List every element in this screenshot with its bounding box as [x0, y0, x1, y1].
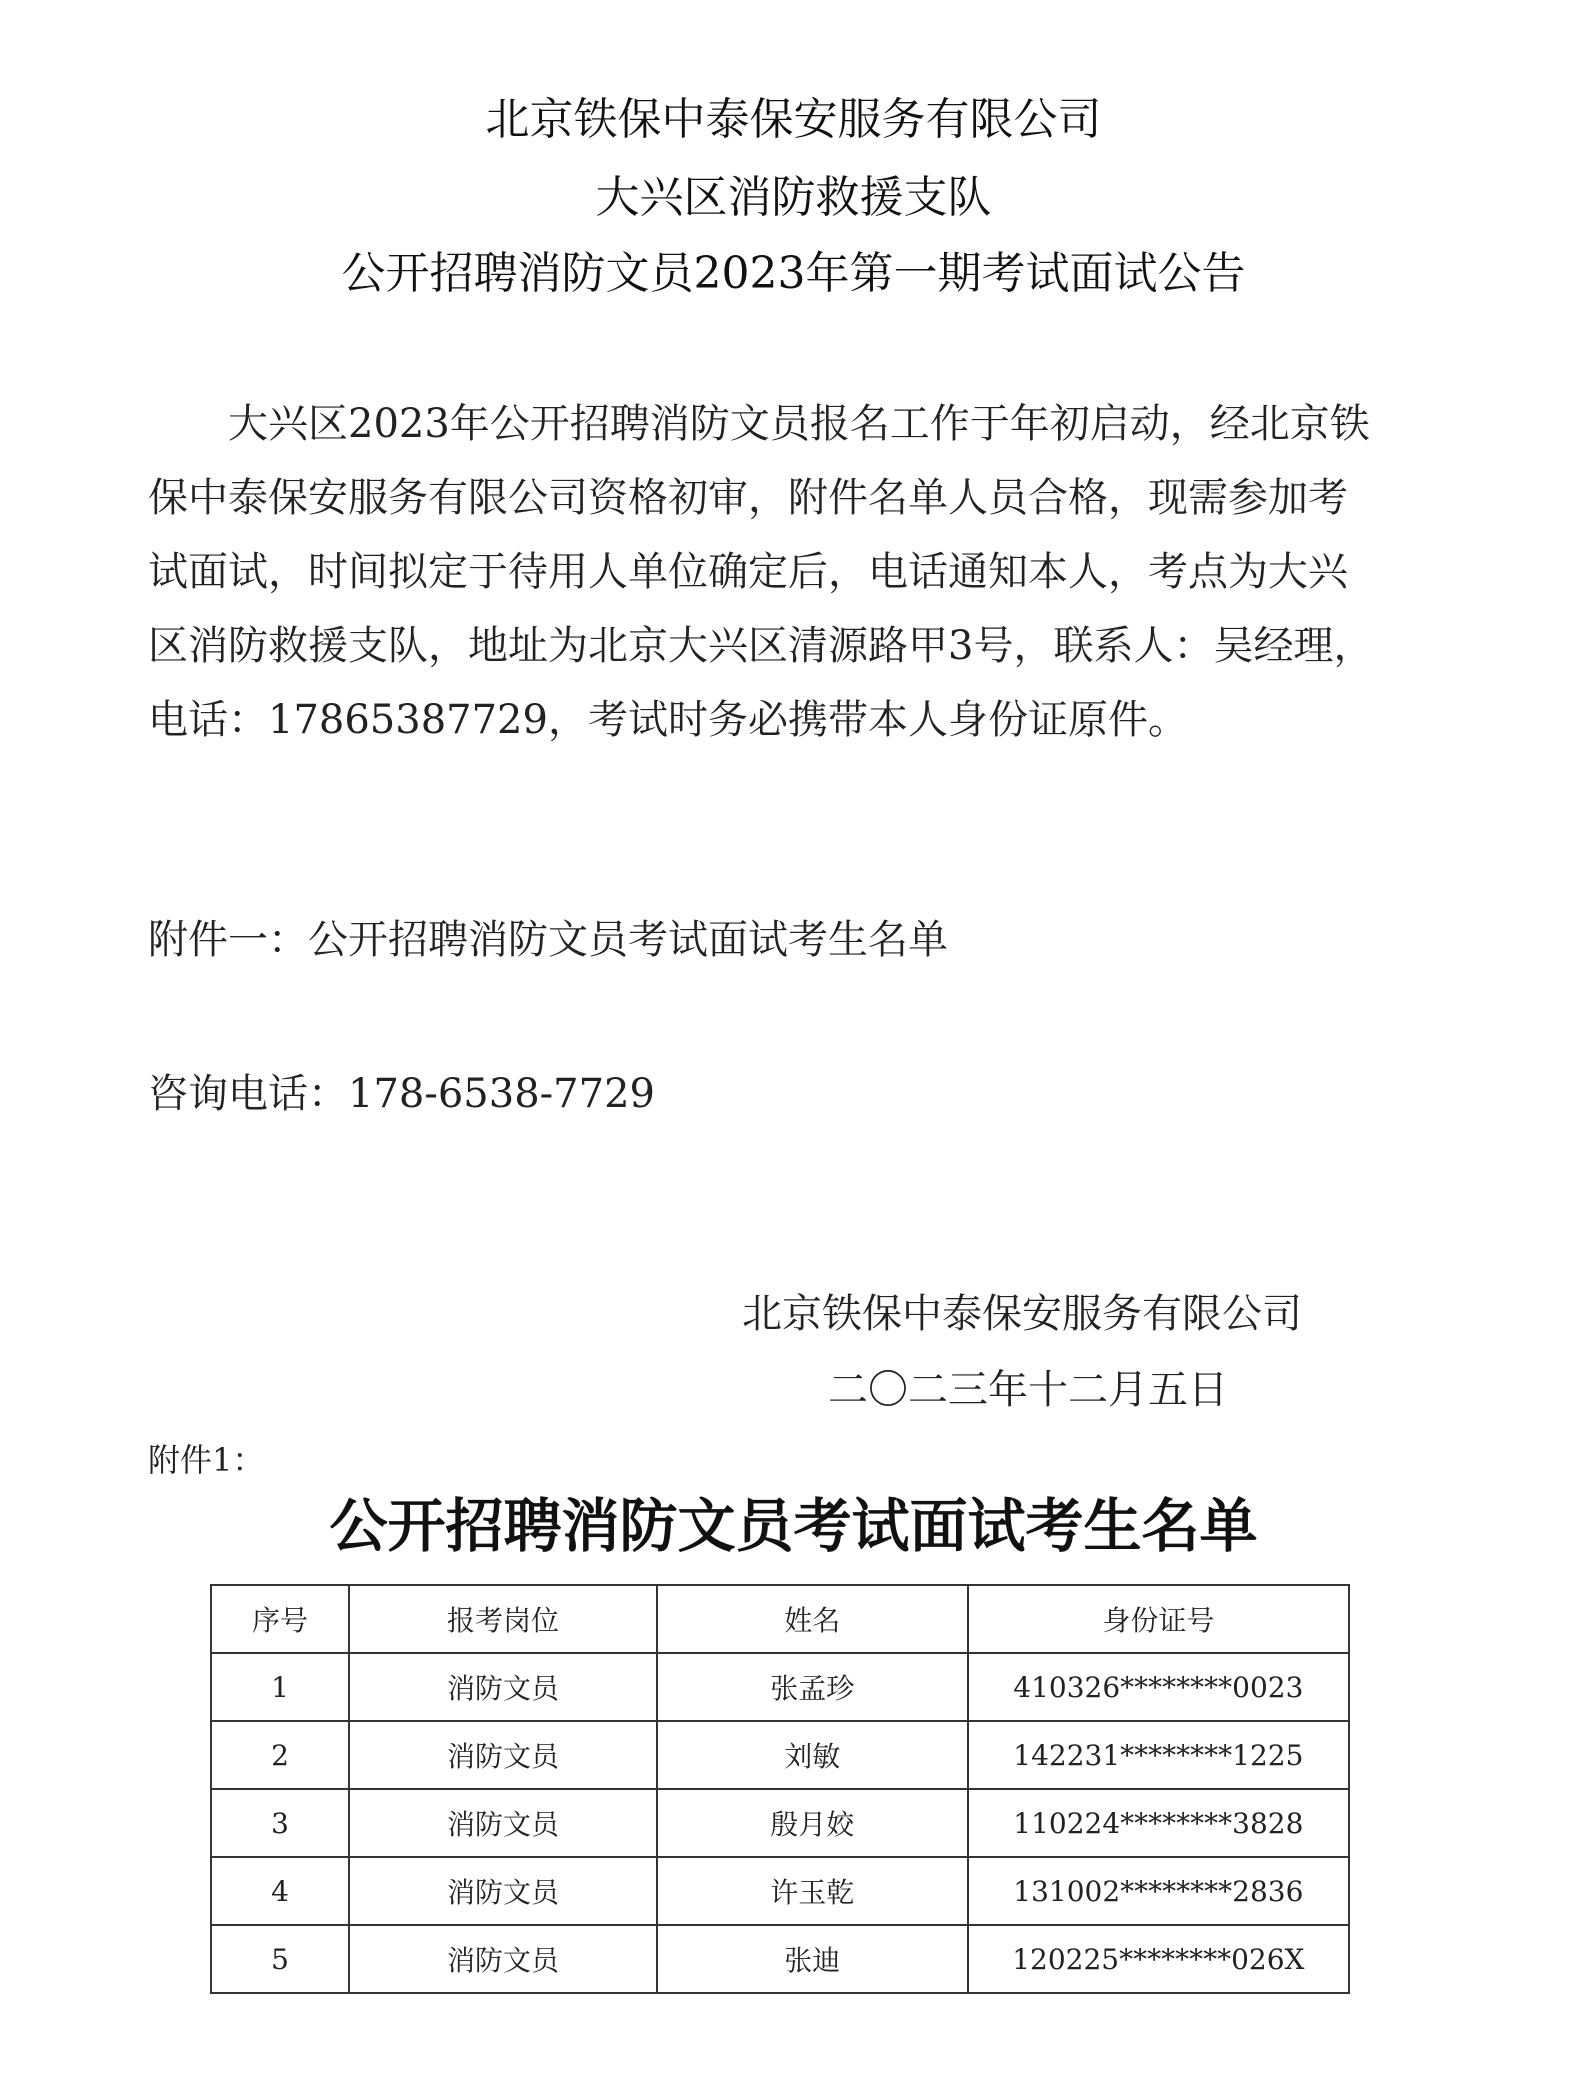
table-row	[211, 1925, 1349, 1993]
header-id-number: 身份证号	[968, 1585, 1349, 1653]
paragraph-line: 电话：17865387729，考试时务必携带本人身份证原件。	[148, 697, 1188, 743]
cell-position: 消防文员	[349, 1925, 657, 1993]
paragraph-line: 区消防救援支队，地址为北京大兴区清源路甲3号，联系人：吴经理，	[148, 623, 1374, 669]
cell-position: 消防文员	[349, 1789, 657, 1857]
cell-index: 1	[211, 1653, 349, 1721]
signature-date: 二〇二三年十二月五日	[828, 1367, 1228, 1413]
table-row	[211, 1789, 1349, 1857]
cell-index: 4	[211, 1857, 349, 1925]
cell-position: 消防文员	[349, 1653, 657, 1721]
cell-index: 2	[211, 1721, 349, 1789]
paragraph-line: 大兴区2023年公开招聘消防文员报名工作于年初启动，经北京铁	[228, 401, 1370, 447]
cell-name: 刘敏	[657, 1721, 968, 1789]
cell-position: 消防文员	[349, 1721, 657, 1789]
cell-name: 许玉乾	[657, 1857, 968, 1925]
title-line-company: 北京铁保中泰保安服务有限公司	[485, 94, 1102, 145]
title-line-department: 大兴区消防救援支队	[595, 172, 992, 223]
cell-index: 3	[211, 1789, 349, 1857]
title-line-notice: 公开招聘消防文员2023年第一期考试面试公告	[341, 248, 1246, 299]
cell-name: 张孟珍	[657, 1653, 968, 1721]
attachment-reference: 附件一：公开招聘消防文员考试面试考生名单	[148, 917, 948, 963]
cell-id-number: 131002********2836	[968, 1857, 1349, 1925]
cell-id-number: 110224********3828	[968, 1789, 1349, 1857]
table-row	[211, 1857, 1349, 1925]
signature-company: 北京铁保中泰保安服务有限公司	[742, 1291, 1302, 1337]
consult-phone: 咨询电话：178-6538-7729	[148, 1071, 655, 1117]
attachment-label: 附件1：	[148, 1441, 265, 1479]
cell-id-number: 120225********026X	[968, 1925, 1349, 1993]
cell-id-number: 410326********0023	[968, 1653, 1349, 1721]
cell-index: 5	[211, 1925, 349, 1993]
paragraph-line: 试面试，时间拟定于待用人单位确定后，电话通知本人，考点为大兴	[148, 549, 1348, 595]
candidate-list-title: 公开招聘消防文员考试面试考生名单	[329, 1492, 1258, 1560]
candidate-table	[210, 1584, 1350, 1994]
cell-name: 殷月姣	[657, 1789, 968, 1857]
cell-id-number: 142231********1225	[968, 1721, 1349, 1789]
table-header-row	[211, 1585, 1349, 1653]
header-position: 报考岗位	[349, 1585, 657, 1653]
cell-name: 张迪	[657, 1925, 968, 1993]
table-row	[211, 1721, 1349, 1789]
paragraph-line: 保中泰保安服务有限公司资格初审，附件名单人员合格，现需参加考	[148, 475, 1348, 521]
header-index: 序号	[211, 1585, 349, 1653]
table-row	[211, 1653, 1349, 1721]
header-name: 姓名	[657, 1585, 968, 1653]
cell-position: 消防文员	[349, 1857, 657, 1925]
